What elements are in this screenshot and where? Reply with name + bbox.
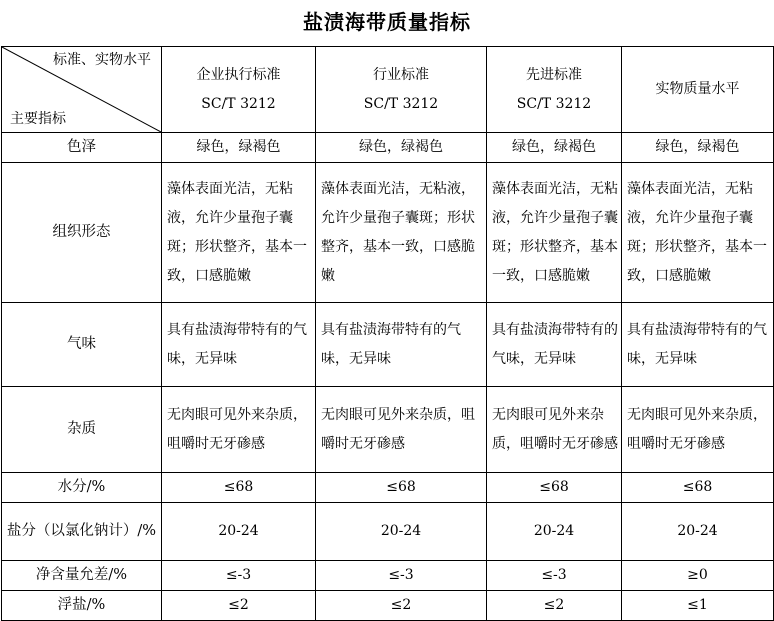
table-cell: 20-24 bbox=[162, 503, 316, 561]
column-header-line1: 企业执行标准 bbox=[196, 66, 281, 83]
table-row-net-content bbox=[2, 561, 774, 591]
table-cell: ≥0 bbox=[622, 561, 774, 591]
table-cell: 20-24 bbox=[316, 503, 487, 561]
corner-header-bottom: 主要指标 bbox=[10, 111, 66, 127]
table-cell: ≤2 bbox=[487, 591, 622, 621]
table-cell: ≤-3 bbox=[487, 561, 622, 591]
corner-header-top: 标准、实物水平 bbox=[53, 52, 151, 68]
table-cell: 无肉眼可见外来杂质，咀嚼时无牙碜感 bbox=[487, 387, 622, 473]
header-row bbox=[2, 47, 774, 133]
row-label: 盐分（以氯化钠计）/% bbox=[2, 503, 162, 561]
table-cell: 藻体表面光洁，无粘液，允许少量孢子囊斑；形状整齐，基本一致，口感脆嫩 bbox=[487, 163, 622, 303]
table-row-odor bbox=[2, 303, 774, 387]
table-cell: ≤68 bbox=[316, 473, 487, 503]
table-row-floating-salt bbox=[2, 591, 774, 621]
table-row-impurity bbox=[2, 387, 774, 473]
table-row-moisture bbox=[2, 473, 774, 503]
column-header-advanced bbox=[487, 47, 622, 133]
table-cell: 具有盐渍海带特有的气味，无异味 bbox=[487, 303, 622, 387]
table-cell: ≤1 bbox=[622, 591, 774, 621]
table-cell: ≤68 bbox=[622, 473, 774, 503]
corner-header-cell bbox=[2, 47, 162, 133]
row-label: 组织形态 bbox=[2, 163, 162, 303]
column-header-line1: 行业标准 bbox=[373, 66, 429, 83]
table-cell: 藻体表面光洁，无粘液，允许少量孢子囊斑；形状整齐，基本一致，口感脆嫩 bbox=[622, 163, 774, 303]
table-cell: 20-24 bbox=[622, 503, 774, 561]
table-cell: 具有盐渍海带特有的气味，无异味 bbox=[162, 303, 316, 387]
column-header-industry bbox=[316, 47, 487, 133]
table-cell: 藻体表面光洁，无粘液，允许少量孢子囊斑；形状整齐，基本一致，口感脆嫩 bbox=[162, 163, 316, 303]
column-header-physical bbox=[622, 47, 774, 133]
table-cell: 绿色，绿褐色 bbox=[487, 133, 622, 163]
table-cell: ≤68 bbox=[162, 473, 316, 503]
table-row-salt bbox=[2, 503, 774, 561]
row-label: 浮盐/% bbox=[2, 591, 162, 621]
table-cell: ≤2 bbox=[162, 591, 316, 621]
quality-indicator-table bbox=[1, 46, 774, 621]
row-label: 杂质 bbox=[2, 387, 162, 473]
column-header-line1: 先进标准 bbox=[526, 66, 582, 83]
table-row-texture bbox=[2, 163, 774, 303]
column-header-line2: SC/T 3212 bbox=[201, 95, 276, 112]
table-cell: 20-24 bbox=[487, 503, 622, 561]
table-cell: 具有盐渍海带特有的气味，无异味 bbox=[622, 303, 774, 387]
table-cell: 绿色，绿褐色 bbox=[162, 133, 316, 163]
page-title: 盐渍海带质量指标 bbox=[303, 10, 471, 34]
column-header-enterprise bbox=[162, 47, 316, 133]
table-cell: 具有盐渍海带特有的气味，无异味 bbox=[316, 303, 487, 387]
column-header-line2: SC/T 3212 bbox=[516, 95, 592, 112]
table-cell: 无肉眼可见外来杂质，咀嚼时无牙碜感 bbox=[316, 387, 487, 473]
row-label: 气味 bbox=[2, 303, 162, 387]
table-cell: 无肉眼可见外来杂质，咀嚼时无牙碜感 bbox=[622, 387, 774, 473]
row-label: 水分/% bbox=[2, 473, 162, 503]
table-cell: ≤68 bbox=[487, 473, 622, 503]
table-cell: 无肉眼可见外来杂质，咀嚼时无牙碜感 bbox=[162, 387, 316, 473]
column-header-line1: 实物质量水平 bbox=[655, 81, 740, 97]
table-cell: ≤2 bbox=[316, 591, 487, 621]
table-cell: 绿色，绿褐色 bbox=[622, 133, 774, 163]
table-cell: 绿色，绿褐色 bbox=[316, 133, 487, 163]
column-header-line2: SC/T 3212 bbox=[363, 95, 439, 112]
table-cell: ≤-3 bbox=[162, 561, 316, 591]
row-label: 色泽 bbox=[2, 133, 162, 163]
row-label: 净含量允差/% bbox=[2, 561, 162, 591]
table-cell: ≤-3 bbox=[316, 561, 487, 591]
table-cell: 藻体表面光洁，无粘液，允许少量孢子囊斑；形状整齐，基本一致，口感脆嫩 bbox=[316, 163, 487, 303]
table-row-color bbox=[2, 133, 774, 163]
